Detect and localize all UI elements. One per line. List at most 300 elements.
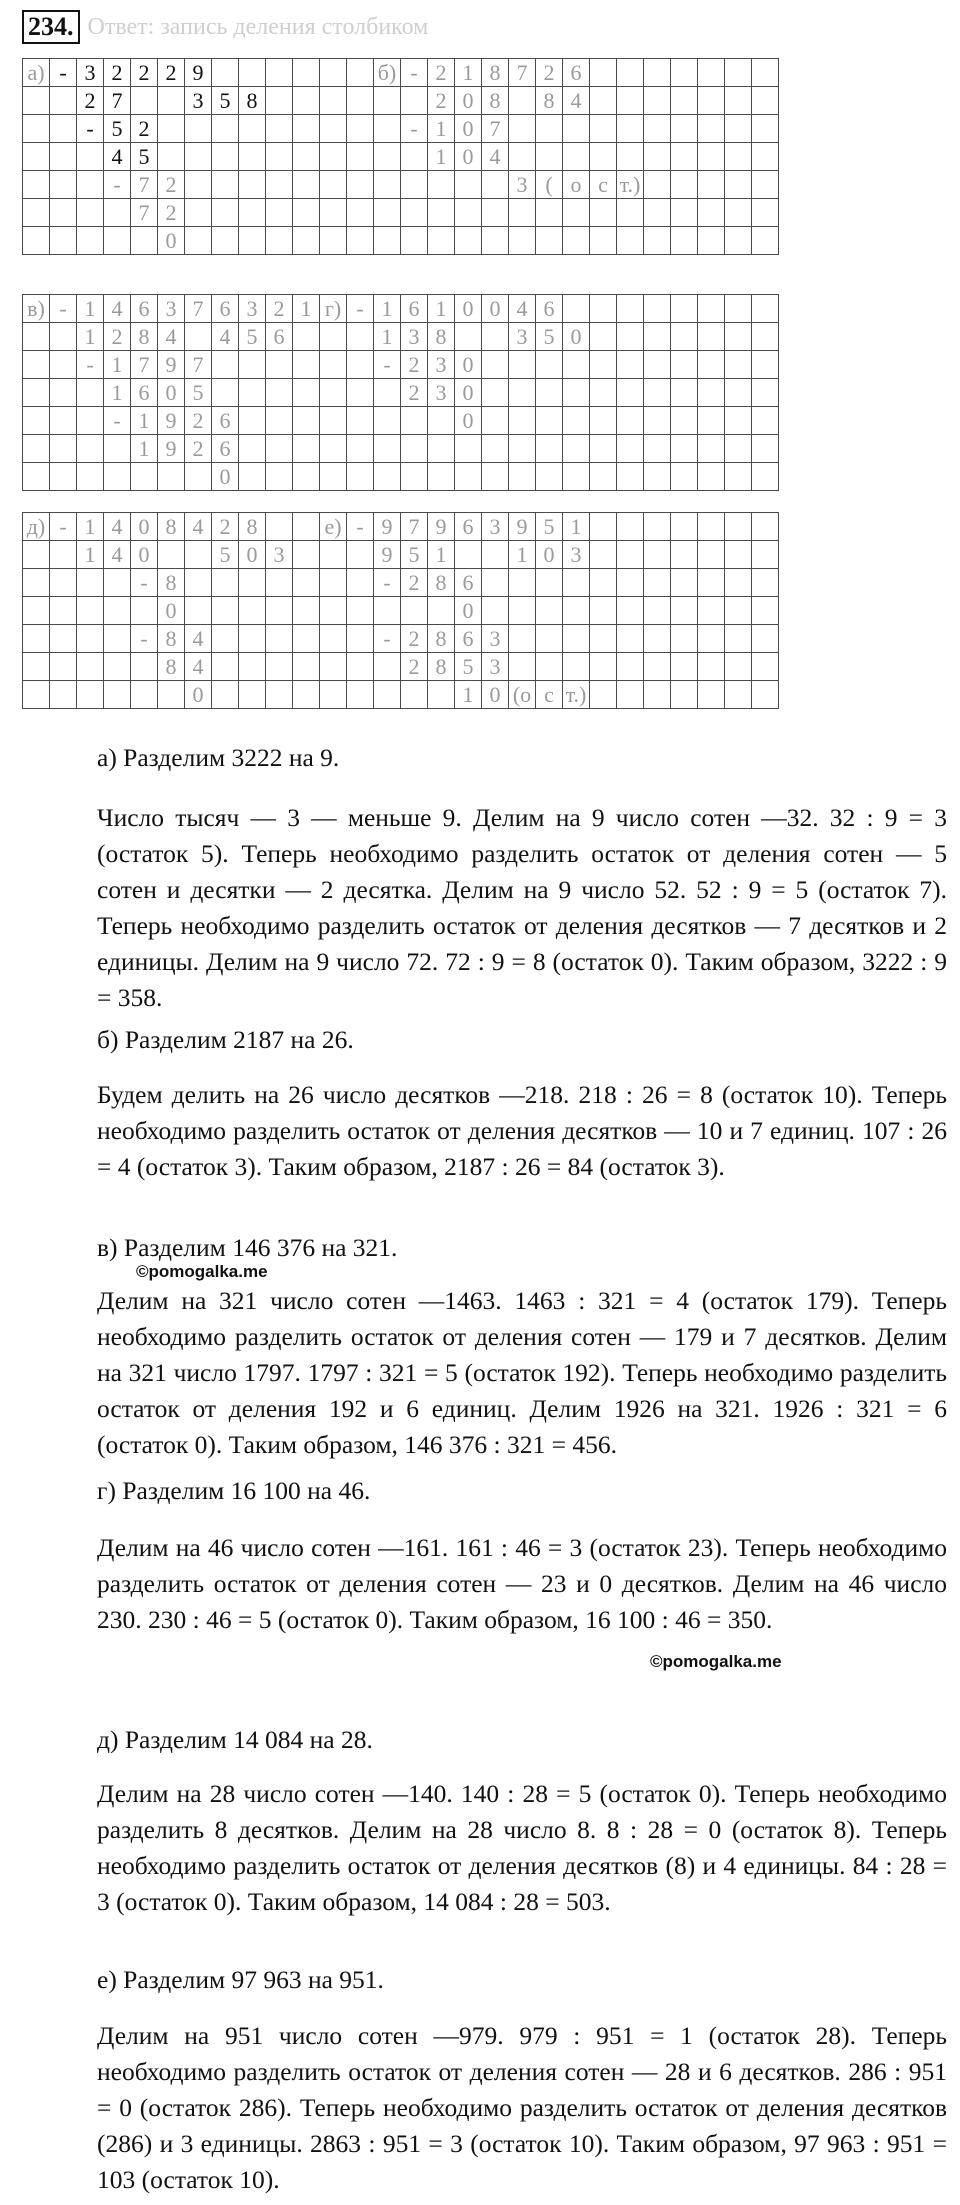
grid-cell	[590, 227, 617, 255]
grid-cell	[23, 541, 50, 569]
grid-cell	[671, 115, 698, 143]
grid-cell	[23, 87, 50, 115]
grid-cell	[590, 351, 617, 379]
grid-cell	[77, 171, 104, 199]
grid-cell: 2	[158, 59, 185, 87]
grid-cell: 0	[455, 115, 482, 143]
grid-cell	[77, 379, 104, 407]
grid-cell	[644, 115, 671, 143]
grid-cell: 0	[158, 597, 185, 625]
grid-cell	[725, 653, 752, 681]
grid-cell: 9	[374, 513, 401, 541]
grid-cell: 4	[563, 87, 590, 115]
grid-cell: 0	[482, 295, 509, 323]
grid-cell	[239, 681, 266, 709]
grid-cell	[617, 295, 644, 323]
grid-cell: 6	[455, 625, 482, 653]
grid-cell: о	[563, 171, 590, 199]
grid-cell: 4	[104, 513, 131, 541]
grid-cell: 0	[455, 379, 482, 407]
grid-cell	[752, 379, 779, 407]
grid-cell	[725, 463, 752, 491]
solution-g-body	[97, 1530, 947, 1638]
grid-cell	[752, 59, 779, 87]
grid-cell	[320, 227, 347, 255]
grid-cell: 9	[428, 513, 455, 541]
grid-cell	[212, 227, 239, 255]
division-grid-v-g	[22, 294, 779, 491]
grid-cell	[671, 569, 698, 597]
grid-row	[23, 351, 779, 379]
grid-cell	[347, 435, 374, 463]
grid-cell: 8	[239, 513, 266, 541]
grid-cell	[428, 199, 455, 227]
grid-cell: 6	[266, 323, 293, 351]
grid-cell	[671, 295, 698, 323]
grid-cell	[374, 463, 401, 491]
grid-cell	[428, 435, 455, 463]
grid-cell: 8	[158, 569, 185, 597]
grid-cell: 6	[536, 295, 563, 323]
grid-cell	[536, 351, 563, 379]
grid-cell	[725, 597, 752, 625]
grid-cell: 0	[131, 513, 158, 541]
grid-cell	[239, 463, 266, 491]
grid-cell	[401, 407, 428, 435]
grid-cell	[158, 87, 185, 115]
grid-cell	[212, 681, 239, 709]
grid-cell	[617, 569, 644, 597]
grid-cell	[347, 407, 374, 435]
grid-cell: 9	[158, 351, 185, 379]
grid-cell	[239, 407, 266, 435]
grid-cell: 5	[104, 115, 131, 143]
grid-cell: с	[536, 681, 563, 709]
grid-cell	[698, 115, 725, 143]
grid-cell	[320, 435, 347, 463]
grid-cell	[617, 513, 644, 541]
grid-cell	[239, 227, 266, 255]
grid-cell	[239, 569, 266, 597]
grid-cell	[131, 597, 158, 625]
grid-cell	[50, 569, 77, 597]
grid-cell: 3	[563, 541, 590, 569]
grid-cell	[563, 569, 590, 597]
grid-cell	[239, 625, 266, 653]
grid-cell: 2	[536, 59, 563, 87]
grid-cell: 6	[401, 295, 428, 323]
grid-cell	[23, 171, 50, 199]
grid-cell	[644, 407, 671, 435]
grid-cell	[374, 597, 401, 625]
grid-cell	[50, 115, 77, 143]
grid-cell	[50, 435, 77, 463]
grid-cell	[23, 351, 50, 379]
grid-cell	[401, 597, 428, 625]
grid-cell	[293, 59, 320, 87]
grid-cell	[482, 569, 509, 597]
grid-cell	[698, 227, 725, 255]
grid-cell: -	[401, 59, 428, 87]
grid-cell	[212, 625, 239, 653]
grid-cell	[266, 87, 293, 115]
grid-cell	[617, 227, 644, 255]
grid-cell	[725, 541, 752, 569]
grid-cell	[455, 199, 482, 227]
grid-cell: 0	[158, 379, 185, 407]
grid-cell	[266, 435, 293, 463]
grid-cell	[266, 513, 293, 541]
grid-cell	[617, 463, 644, 491]
grid-cell: 3	[77, 59, 104, 87]
grid-cell	[590, 87, 617, 115]
grid-cell	[293, 115, 320, 143]
grid-cell	[509, 227, 536, 255]
grid-cell: 5	[131, 143, 158, 171]
grid-cell	[212, 569, 239, 597]
solution-a-body	[97, 800, 947, 1016]
grid-cell: 0	[536, 541, 563, 569]
grid-cell	[536, 227, 563, 255]
grid-cell	[590, 143, 617, 171]
grid-cell	[509, 351, 536, 379]
grid-cell	[752, 463, 779, 491]
grid-cell	[725, 681, 752, 709]
grid-cell	[455, 463, 482, 491]
grid-cell	[563, 597, 590, 625]
grid-cell	[644, 143, 671, 171]
grid-cell	[293, 435, 320, 463]
grid-cell	[293, 323, 320, 351]
grid-cell	[617, 199, 644, 227]
solution-v-text: Делим на 321 число сотен —1463. 1463 : 321 = 4 (остаток 179). Теперь необходимо разделить остаток от деления сотен — 179 и 7 десятков. Делим на 321 число 1797. 1797 : 321 = 5 (остаток 192). Теперь необходимо разделить остаток от деления 192 и 6 единиц. Делим 1926 на 321. 1926 : 321 = 6 (остаток 0). Таким образом, 146 376 : 321 = 456.	[97, 1286, 947, 1459]
grid-cell	[590, 681, 617, 709]
grid-cell	[725, 351, 752, 379]
grid-cell	[266, 625, 293, 653]
grid-cell	[698, 597, 725, 625]
grid-cell	[23, 597, 50, 625]
grid-cell: 8	[536, 87, 563, 115]
solution-d-heading: д) Разделим 14 084 на 28.	[97, 1725, 373, 1754]
grid-cell: е)	[320, 513, 347, 541]
grid-cell	[347, 199, 374, 227]
grid-cell	[617, 625, 644, 653]
grid-cell	[77, 625, 104, 653]
grid-cell	[482, 171, 509, 199]
grid-cell	[590, 625, 617, 653]
grid-cell: 2	[401, 653, 428, 681]
grid-cell	[23, 681, 50, 709]
grid-cell: 9	[509, 513, 536, 541]
grid-cell: 3	[482, 625, 509, 653]
grid-cell: -	[374, 625, 401, 653]
grid-cell	[644, 597, 671, 625]
grid-cell	[617, 87, 644, 115]
grid-cell	[509, 143, 536, 171]
grid-cell	[617, 59, 644, 87]
grid-cell	[482, 379, 509, 407]
solution-g-heading: г) Разделим 16 100 на 46.	[97, 1476, 371, 1505]
grid-cell	[617, 115, 644, 143]
grid-cell	[752, 625, 779, 653]
grid-cell	[698, 435, 725, 463]
grid-cell	[698, 379, 725, 407]
grid-cell: 6	[212, 407, 239, 435]
grid-cell	[644, 171, 671, 199]
grid-cell	[752, 513, 779, 541]
grid-cell	[752, 407, 779, 435]
grid-cell	[563, 653, 590, 681]
grid-cell	[698, 625, 725, 653]
grid-cell: 0	[239, 541, 266, 569]
grid-cell	[590, 115, 617, 143]
grid-cell	[347, 59, 374, 87]
grid-cell	[644, 379, 671, 407]
grid-cell	[725, 407, 752, 435]
grid-cell: -	[347, 513, 374, 541]
grid-cell: 2	[158, 199, 185, 227]
grid-cell: 2	[185, 435, 212, 463]
grid-cell	[374, 681, 401, 709]
grid-row	[23, 463, 779, 491]
grid-cell	[185, 171, 212, 199]
grid-cell: 8	[428, 569, 455, 597]
grid-cell: 5	[455, 653, 482, 681]
grid-cell: 1	[77, 295, 104, 323]
grid-cell	[266, 227, 293, 255]
grid-cell	[266, 681, 293, 709]
task-number: 234.	[22, 10, 80, 44]
grid-cell: -	[77, 115, 104, 143]
grid-cell	[698, 541, 725, 569]
grid-cell	[347, 379, 374, 407]
grid-cell	[563, 199, 590, 227]
grid-cell: 1	[293, 295, 320, 323]
grid-cell	[23, 407, 50, 435]
grid-cell	[347, 681, 374, 709]
grid-cell: 6	[131, 379, 158, 407]
grid-cell: 0	[455, 351, 482, 379]
grid-cell	[266, 199, 293, 227]
grid-row	[23, 171, 779, 199]
grid-cell	[644, 87, 671, 115]
grid-cell	[23, 227, 50, 255]
grid-cell	[428, 463, 455, 491]
grid-row	[23, 295, 779, 323]
solution-g-text: Делим на 46 число сотен —161. 161 : 46 = 3 (остаток 23). Теперь необходимо разделить остаток от деления сотен — 23 и 0 десятков. Делим на 46 число 230. 230 : 46 = 5 (остаток 0). Таким образом, 16 100 : 46 = 350.	[97, 1533, 947, 1634]
grid-cell	[158, 681, 185, 709]
grid-cell	[266, 115, 293, 143]
grid-cell: -	[50, 59, 77, 87]
grid-cell	[266, 59, 293, 87]
grid-cell	[50, 199, 77, 227]
grid-cell	[752, 653, 779, 681]
grid-cell	[563, 115, 590, 143]
grid-cell	[239, 143, 266, 171]
grid-cell	[455, 541, 482, 569]
grid-cell: 5	[401, 541, 428, 569]
grid-cell	[752, 143, 779, 171]
grid-cell	[428, 597, 455, 625]
grid-cell: 0	[455, 295, 482, 323]
grid-cell: 0	[131, 541, 158, 569]
grid-cell: 5	[212, 541, 239, 569]
grid-cell	[644, 625, 671, 653]
grid-cell: 9	[374, 541, 401, 569]
grid-cell: 1	[428, 115, 455, 143]
grid-cell	[293, 513, 320, 541]
grid-cell	[509, 597, 536, 625]
grid-cell: 2	[266, 295, 293, 323]
grid-cell: 4	[104, 541, 131, 569]
grid-cell	[239, 351, 266, 379]
grid-cell	[347, 323, 374, 351]
grid-cell	[644, 541, 671, 569]
grid-cell	[185, 199, 212, 227]
grid-cell	[563, 435, 590, 463]
grid-row	[23, 597, 779, 625]
grid-cell	[239, 199, 266, 227]
grid-cell	[698, 171, 725, 199]
solution-b-text: Будем делить на 26 число десятков —218. 218 : 26 = 8 (остаток 10). Теперь необходимо разделить остаток от деления десятков — 10 и 7 единиц. 107 : 26 = 4 (остаток 3). Таким образом, 2187 : 26 = 84 (остаток 3).	[97, 1080, 947, 1181]
grid-cell: т.)	[563, 681, 590, 709]
grid-cell	[752, 87, 779, 115]
grid-cell	[50, 379, 77, 407]
grid-cell	[482, 597, 509, 625]
grid-cell	[428, 681, 455, 709]
grid-cell	[536, 463, 563, 491]
grid-cell	[725, 625, 752, 653]
grid-cell	[698, 295, 725, 323]
grid-cell	[239, 379, 266, 407]
task-header	[22, 10, 428, 44]
grid-cell	[509, 625, 536, 653]
grid-cell	[104, 199, 131, 227]
grid-cell	[50, 597, 77, 625]
grid-cell	[644, 323, 671, 351]
grid-cell	[590, 463, 617, 491]
grid-cell: 2	[401, 351, 428, 379]
grid-cell	[50, 143, 77, 171]
grid-cell	[509, 379, 536, 407]
grid-cell: 1	[428, 541, 455, 569]
grid-cell	[266, 463, 293, 491]
grid-cell	[752, 323, 779, 351]
grid-cell: 0	[455, 87, 482, 115]
grid-cell	[158, 541, 185, 569]
grid-cell	[320, 597, 347, 625]
grid-cell: в)	[23, 295, 50, 323]
grid-cell	[698, 513, 725, 541]
grid-cell	[644, 653, 671, 681]
grid-cell: -	[77, 351, 104, 379]
grid-cell	[671, 379, 698, 407]
grid-cell	[725, 227, 752, 255]
grid-cell: -	[374, 569, 401, 597]
grid-cell: 4	[104, 143, 131, 171]
grid-cell	[644, 681, 671, 709]
grid-cell	[590, 653, 617, 681]
grid-cell	[50, 87, 77, 115]
grid-cell	[23, 463, 50, 491]
grid-cell	[23, 199, 50, 227]
grid-cell	[185, 323, 212, 351]
grid-cell	[320, 199, 347, 227]
solution-b-heading: б) Разделим 2187 на 26.	[97, 1025, 354, 1054]
grid-cell: 0	[455, 407, 482, 435]
grid-cell	[590, 59, 617, 87]
grid-cell	[347, 227, 374, 255]
grid-cell	[590, 379, 617, 407]
grid-cell: 0	[455, 597, 482, 625]
grid-cell: 8	[428, 323, 455, 351]
grid-cell: с	[590, 171, 617, 199]
grid-cell: (	[536, 171, 563, 199]
grid-row	[23, 569, 779, 597]
grid-cell	[509, 199, 536, 227]
grid-cell: 2	[158, 171, 185, 199]
grid-cell	[293, 171, 320, 199]
grid-cell	[50, 351, 77, 379]
grid-cell	[752, 227, 779, 255]
grid-cell	[725, 115, 752, 143]
solution-e	[97, 1962, 947, 1998]
grid-cell: 2	[131, 59, 158, 87]
solution-b	[97, 1022, 947, 1058]
grid-cell	[185, 569, 212, 597]
grid-cell	[320, 463, 347, 491]
grid-cell	[293, 379, 320, 407]
grid-cell	[131, 227, 158, 255]
grid-cell	[23, 323, 50, 351]
grid-cell	[644, 435, 671, 463]
grid-cell	[23, 435, 50, 463]
grid-cell: 3	[482, 653, 509, 681]
grid-cell	[617, 323, 644, 351]
grid-cell: 4	[509, 295, 536, 323]
grid-cell	[320, 323, 347, 351]
grid-cell: 0	[482, 681, 509, 709]
grid-row	[23, 143, 779, 171]
grid-cell	[104, 597, 131, 625]
grid-cell: 4	[158, 323, 185, 351]
grid-cell	[671, 463, 698, 491]
grid-cell: 1	[77, 323, 104, 351]
grid-cell	[590, 407, 617, 435]
grid-cell	[293, 227, 320, 255]
grid-cell	[185, 115, 212, 143]
grid-cell	[725, 435, 752, 463]
grid-cell	[725, 323, 752, 351]
grid-cell	[698, 653, 725, 681]
grid-cell	[509, 569, 536, 597]
grid-cell	[536, 653, 563, 681]
grid-cell	[212, 59, 239, 87]
grid-cell	[347, 569, 374, 597]
grid-cell: 3	[239, 295, 266, 323]
grid-cell	[617, 597, 644, 625]
grid-cell	[266, 379, 293, 407]
grid-row	[23, 653, 779, 681]
grid-cell: 7	[131, 199, 158, 227]
grid-cell	[266, 407, 293, 435]
grid-cell: 8	[158, 653, 185, 681]
grid-cell	[509, 407, 536, 435]
grid-cell	[320, 653, 347, 681]
grid-cell	[590, 569, 617, 597]
grid-cell	[590, 513, 617, 541]
grid-cell	[536, 625, 563, 653]
